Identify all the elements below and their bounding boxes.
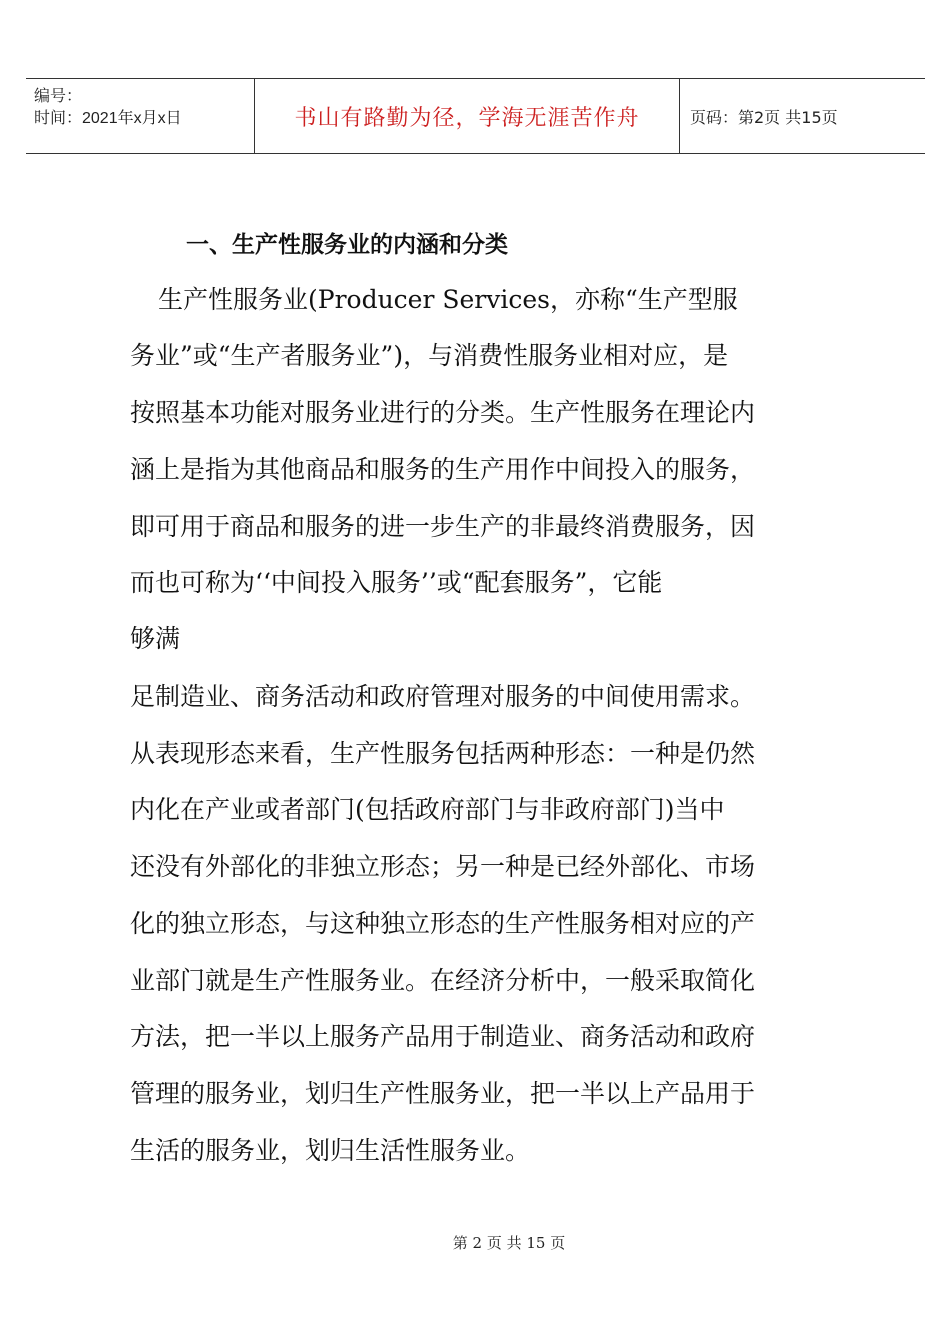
paragraph-line: 方法，把一半以上服务产品用于制造业、商务活动和政府 <box>130 1022 756 1051</box>
page-footer: 第 2 页 共 15 页 <box>452 1234 566 1252</box>
paragraph-line: 生产性服务业(Producer Services，亦称“生产型服 <box>158 285 738 314</box>
paragraph-line: 化的独立形态，与这种独立形态的生产性服务相对应的产 <box>130 909 756 938</box>
paragraph-line: 而也可称为‘‘中间投入服务’’或“配套服务”，它能 <box>130 568 663 597</box>
header-meta-cell <box>26 79 254 153</box>
page-code-label: 页码：第2页 共15页 <box>690 107 838 127</box>
header-motto-cell <box>254 79 680 153</box>
document-header <box>26 78 925 154</box>
document-number-label: 编号： <box>34 88 83 105</box>
paragraph-line: 即可用于商品和服务的进一步生产的非最终消费服务，因 <box>130 512 756 541</box>
paragraph-line: 还没有外部化的非独立形态；另一种是已经外部化、市场 <box>130 852 756 881</box>
paragraph-line: 够满 <box>130 624 181 653</box>
document-date-label: 时间：2021年x月x日 <box>34 110 182 127</box>
paragraph-line: 业部门就是生产性服务业。在经济分析中，一般采取简化 <box>130 966 756 995</box>
paragraph-line: 涵上是指为其他商品和服务的生产用作中间投入的服务， <box>130 455 756 484</box>
motto-text: 书山有路勤为径，学海无涯苦作舟 <box>294 105 640 131</box>
paragraph-line: 按照基本功能对服务业进行的分类。生产性服务在理论内 <box>130 398 756 427</box>
paragraph-line: 从表现形态来看，生产性服务包括两种形态：一种是仍然 <box>130 739 756 768</box>
header-page-cell <box>680 79 925 153</box>
paragraph-line: 足制造业、商务活动和政府管理对服务的中间使用需求。 <box>130 682 756 711</box>
paragraph-line: 生活的服务业，划归生活性服务业。 <box>130 1136 531 1165</box>
section-heading: 一、生产性服务业的内涵和分类 <box>186 232 508 258</box>
paragraph-line: 管理的服务业，划归生产性服务业，把一半以上产品用于 <box>130 1079 756 1108</box>
paragraph-line: 务业”或“生产者服务业”)，与消费性服务业相对应，是 <box>130 341 729 370</box>
paragraph-line: 内化在产业或者部门(包括政府部门与非政府部门)当中 <box>130 795 725 824</box>
